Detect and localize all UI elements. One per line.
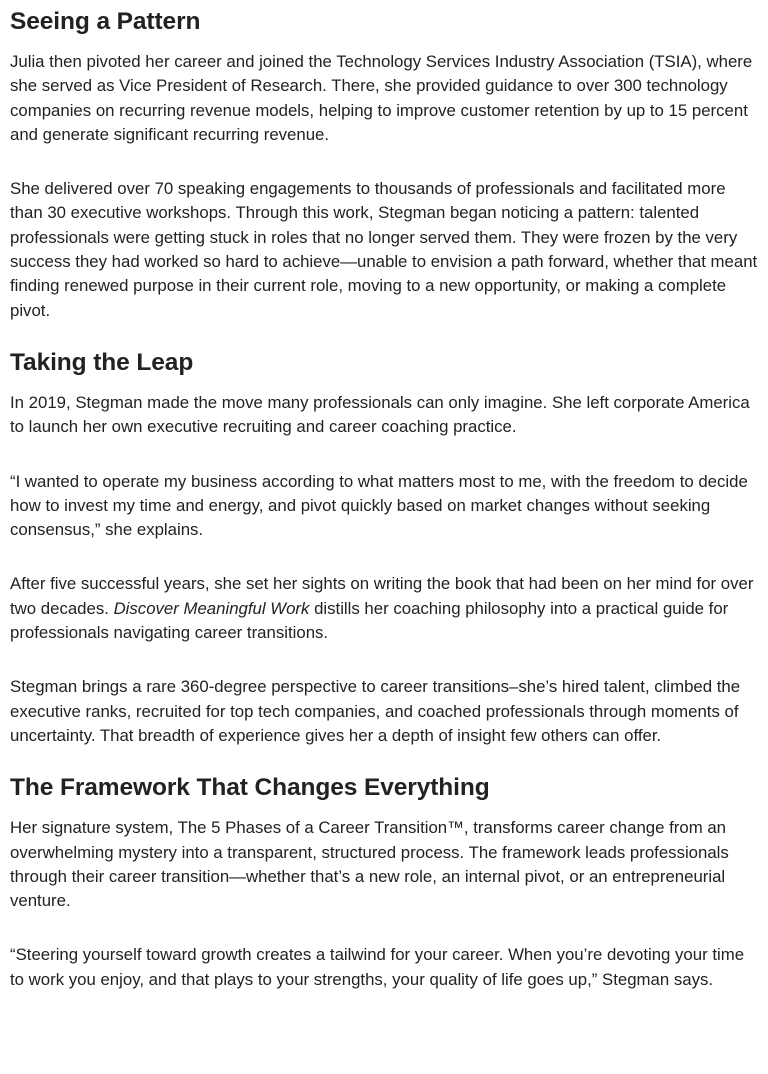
book-paragraph-lead: After five successful years, she set her sights on writing the book that had been on her mind for over two decades.: [10, 574, 754, 618]
book-title: Discover Meaningful Work: [113, 598, 310, 618]
section-heading: Taking the Leap: [10, 348, 194, 376]
book-paragraph-tail: distills her coaching philosophy into a practical guide for professionals navigating career transitions.: [10, 598, 729, 643]
paragraph: “Steering yourself toward growth creates a tailwind for your career. When you’re devoting your time to work you enjoy, and that plays to your strengths, your quality of life goes up,” Stegman says.: [10, 945, 745, 989]
paragraph: Stegman brings a rare 360-degree perspective to career transitions–she’s hired talent, climbed the executive ranks, recruited for top tech companies, and coached professionals through moments of uncertainty. That breadth of experience gives her a depth of insight few others can offer.: [10, 677, 741, 745]
section-framework: [10, 772, 758, 992]
book-paragraph: [10, 572, 758, 645]
paragraph: “I wanted to operate my business according to what matters most to me, with the freedom to decide how to invest my time and energy, and pivot quickly based on market changes without seeking consensus,” she explains.: [10, 471, 748, 540]
paragraph: In 2019, Stegman made the move many professionals can only imagine. She left corporate America to launch her own executive recruiting and career coaching practice.: [10, 392, 750, 437]
section-heading: The Framework That Changes Everything: [10, 774, 490, 802]
paragraph: Julia then pivoted her career and joined the Technology Services Industry Association (TSIA), where she served as Vice President of Research. There, she provided guidance to over 300 technology companies on recurring revenue models, helping to improve customer retention by up to 15 percent and generate significant recurring revenue.: [10, 52, 753, 144]
section-taking-the-leap: [10, 347, 758, 748]
section-seeing-a-pattern: [10, 6, 758, 323]
paragraph: She delivered over 70 speaking engagements to thousands of professionals and facilitated more than 30 executive workshops. Through this work, Stegman began noticing a pattern: talented professionals were getting stuck in roles that no longer served them. They were frozen by the very success they had worked so hard to achieve—unable to envision a path forward, whether that meant finding renewed purpose in their current role, moving to a new opportunity, or making a complete pivot.: [10, 179, 758, 320]
section-heading: Seeing a Pattern: [10, 8, 201, 35]
paragraph: Her signature system, The 5 Phases of a Career Transition™, transforms career change from an overwhelming mystery into a transparent, structured process. The framework leads professionals through their career transition—whether that’s a new role, an internal pivot, or an entrepreneurial venture.: [10, 818, 729, 911]
